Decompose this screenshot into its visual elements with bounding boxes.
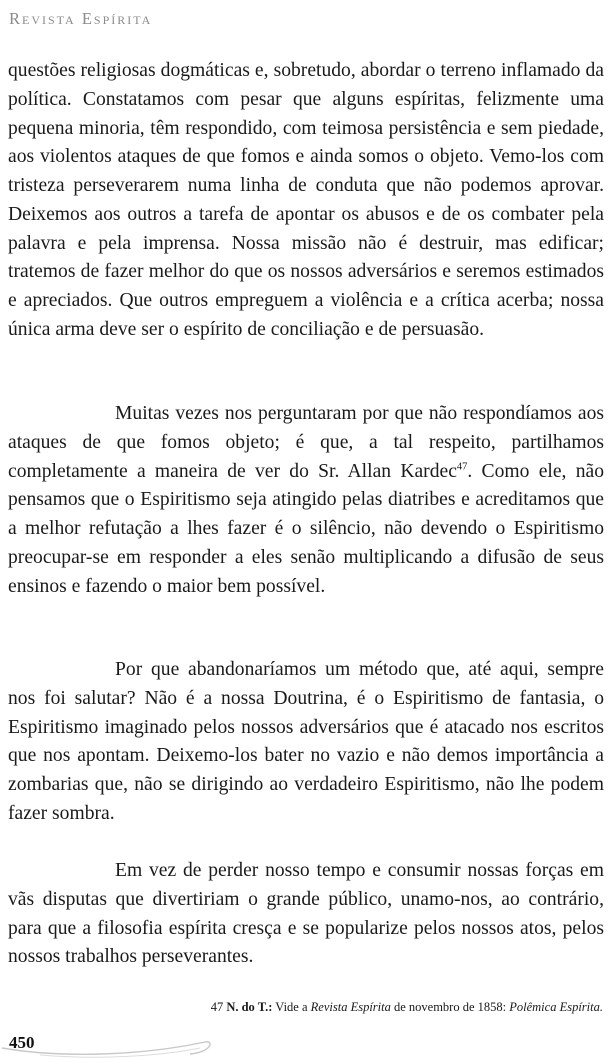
footnote-text-b: de novembro de 1858:: [393, 1000, 507, 1014]
footnote: [211, 1000, 603, 1015]
footnote-reference[interactable]: 47: [456, 460, 468, 472]
paragraph-2: [8, 400, 604, 601]
footnote-text-a: Vide a: [275, 1000, 308, 1014]
running-head: Revista Espírita: [9, 9, 153, 28]
page-swoosh-ornament: [0, 1026, 230, 1060]
paragraph-3: Por que abandonaríamos um método que, até aqui, sempre nos foi salutar? Não é a nossa Doutrina, é o Espiritismo de fantasia, o Espiritismo imaginado pelos nossos adversários que é atacado nos escritos que nos apontam. Deixemo-los bater no vazio e não demos importância a zombarias que, não se dirigindo ao verdadeiro Espiritismo, não lhe podem fazer sombra.: [8, 659, 604, 824]
footnote-label: N. do T.:: [226, 1000, 273, 1014]
paragraph-block-4: [8, 857, 604, 972]
paragraph-2-text-b: . Como ele, não pensamos que o Espiritismo seja atingido pelas diatribes e acreditamos que a melhor refutação a lhes fazer é o silêncio, não devendo o Espiritismo preocupar-se em responder a eles senão multiplicando a difusão de seus ensinos e fazendo o maior bem possível.: [8, 460, 604, 597]
paragraph-4: Em vez de perder nosso tempo e consumir nossas forças em vãs disputas que divertiriam o grande público, unamo-nos, ao contrário, para que a filosofia espírita cresça e se popularize pelos nossos atos, pelos nossos trabalhos perseverantes.: [8, 860, 604, 968]
paragraph-1: questões religiosas dogmáticas e, sobretudo, abordar o terreno inflamado da política. Constatamos com pesar que alguns espíritas, felizmente uma pequena minoria, têm respondido, com teimosa persistência e sem piedade, aos violentos ataques de que fomos e ainda somos o objeto. Vemo-los com tristeza perseverarem numa linha de conduta que não podemos aprovar. Deixemos aos outros a tarefa de apontar os abusos e de os combater pela palavra e pela imprensa. Nossa missão não é destruir, mas edificar; tratemos de fazer melhor do que os nossos adversários e seremos estimados e apreciados. Que outros empreguem a violência e a crítica acerba; nossa única arma deve ser o espírito de conciliação e de persuasão.: [8, 60, 604, 340]
footnote-article: Polêmica Espírita.: [509, 1000, 603, 1014]
paragraph-block-1: [8, 57, 604, 345]
paragraph-block-2: [8, 400, 604, 601]
page-number: 450: [9, 1033, 35, 1052]
paragraph-block-3: [8, 656, 604, 829]
footnote-title: Revista Espírita: [310, 1000, 391, 1014]
paragraph-2-text-a: Muitas vezes nos perguntaram por que não respondíamos aos ataques de que fomos objeto; é que, a tal respeito, partilhamos completamente a maneira de ver do Sr. Allan Kardec: [8, 403, 604, 482]
footnote-number: 47: [210, 1000, 224, 1014]
